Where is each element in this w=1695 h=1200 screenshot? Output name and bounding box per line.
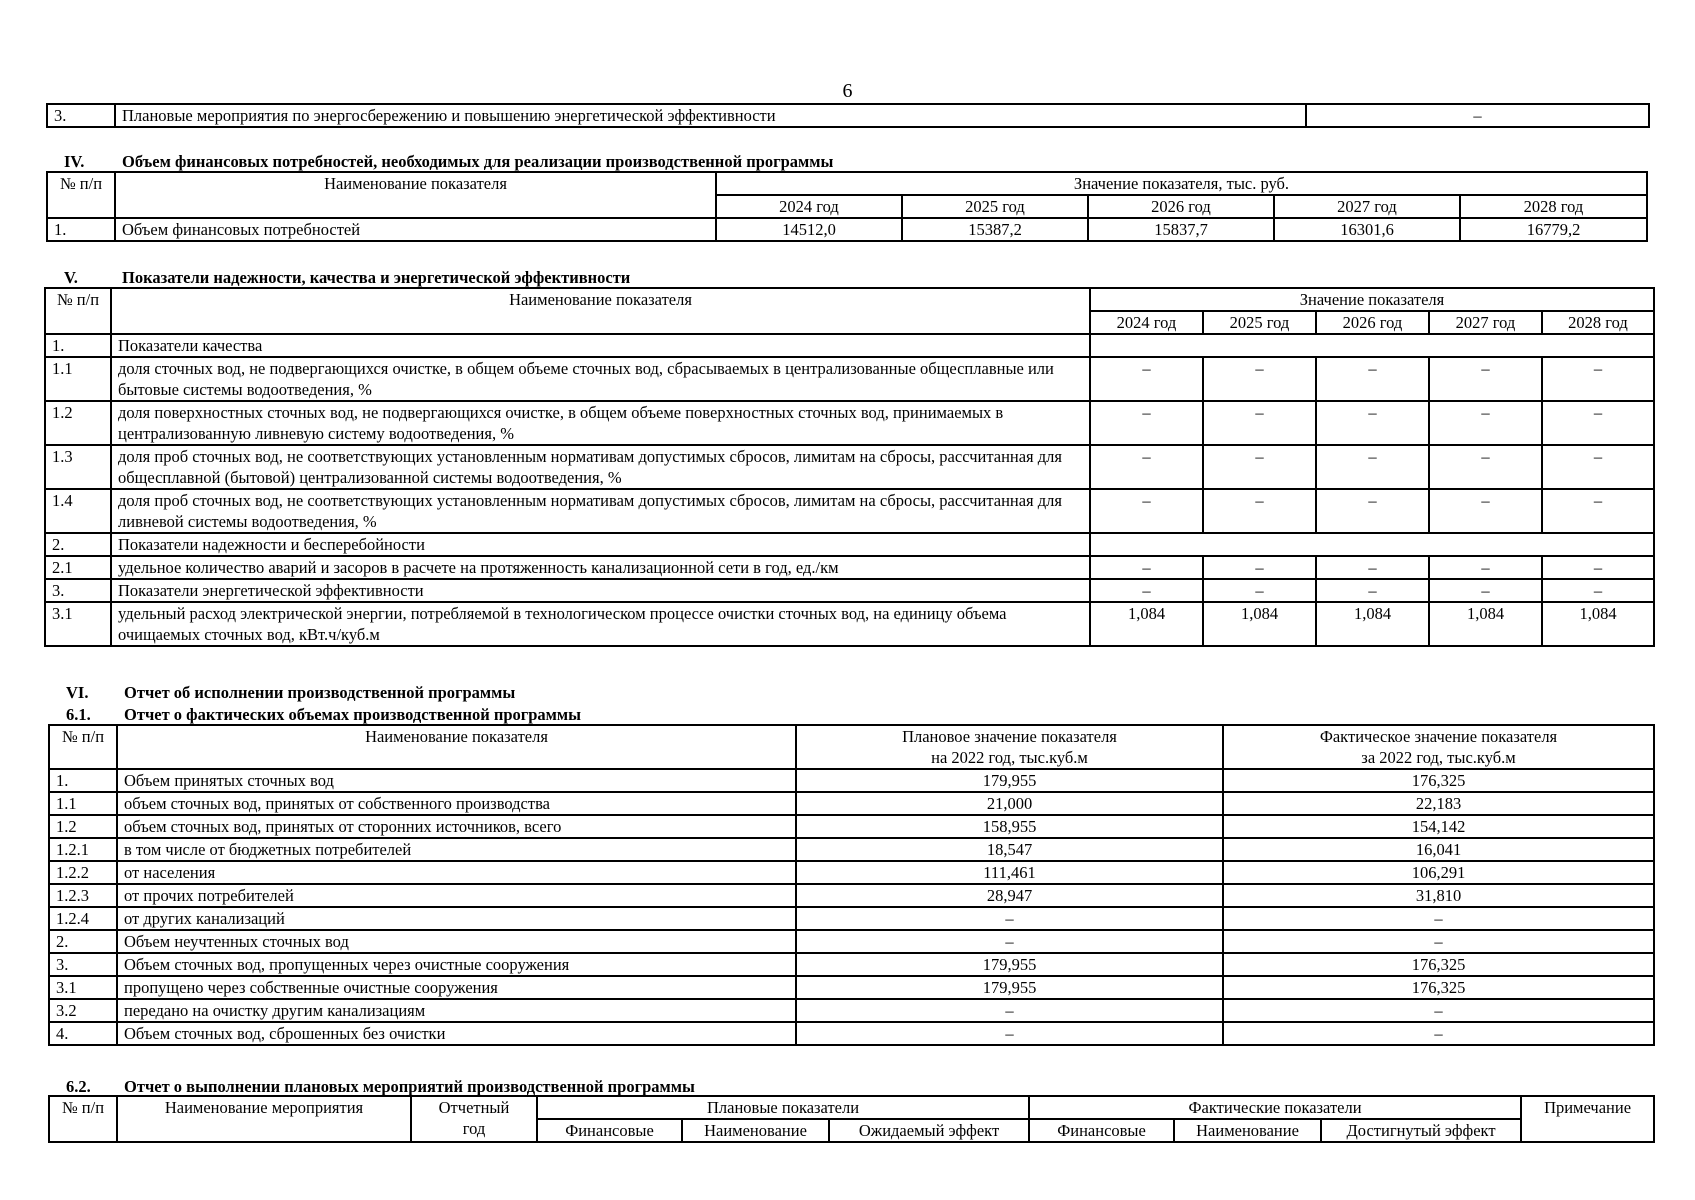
row-name: Объем принятых сточных вод [117,769,796,792]
row-value: – [1203,357,1316,401]
section-5-heading: Показатели надежности, качества и энергетической эффективности [122,268,631,287]
row-value: – [1429,579,1542,602]
table-row [45,489,1654,533]
row-plan: 18,547 [796,838,1223,861]
row-value: – [1429,445,1542,489]
header-group: Значение показателя [1090,288,1654,311]
header-year: 2028 год [1542,311,1654,334]
row-value: – [1306,104,1649,127]
row-num: 1.2 [45,401,111,445]
section-6-1-number: 6.1. [66,705,91,724]
row-name: передано на очистку другим канализациям [117,999,796,1022]
header-period-line1: Отчетный [438,1098,510,1117]
row-value: – [1203,445,1316,489]
row-fact: 22,183 [1223,792,1654,815]
row-value: – [1429,357,1542,401]
header-plan-line1: Плановое значение показателя [902,727,1117,746]
energy-saving-row [46,103,1650,128]
row-num: 1. [47,218,115,241]
row-value: – [1090,489,1203,533]
row-value: 15837,7 [1088,218,1274,241]
row-name: объем сточных вод, принятых от собственного производства [117,792,796,815]
header-fact-group: Фактические показатели [1029,1096,1521,1119]
row-num: 1.2.4 [49,907,117,930]
row-value: – [1090,579,1203,602]
row-value: – [1090,357,1203,401]
row-value: 16779,2 [1460,218,1647,241]
table-row [49,815,1654,838]
header-period [411,1096,537,1142]
row-value: – [1542,445,1654,489]
row-value: – [1316,401,1429,445]
row-num: 1.1 [45,357,111,401]
row-num: 4. [49,1022,117,1045]
table-row [45,357,1654,401]
table-row [49,907,1654,930]
row-value: – [1090,556,1203,579]
table-row [49,884,1654,907]
row-num: 1.4 [45,489,111,533]
row-value: – [1203,556,1316,579]
row-value: – [1090,401,1203,445]
header-num: № п/п [45,288,111,334]
table-row [49,838,1654,861]
row-value: – [1429,401,1542,445]
row-value: – [1542,556,1654,579]
row-plan: – [796,907,1223,930]
row-name: доля проб сточных вод, не соответствующих установленным нормативам допустимых сбросов, лимитам на сбросы, рассчитанная для ливневой системы водоотведения, % [111,489,1090,533]
row-value: 14512,0 [716,218,902,241]
header-plan-group: Плановые показатели [537,1096,1029,1119]
row-name: от других канализаций [117,907,796,930]
row-name: пропущено через собственные очистные сооружения [117,976,796,999]
finance-table [46,171,1648,242]
row-value: – [1429,489,1542,533]
header-note: Примечание [1521,1096,1654,1142]
row-value: – [1316,579,1429,602]
table-row [45,533,1654,556]
header-num: № п/п [47,172,115,218]
row-num: 3. [45,579,111,602]
header-group: Значение показателя, тыс. руб. [716,172,1647,195]
row-plan: 28,947 [796,884,1223,907]
table-row [45,445,1654,489]
row-num: 3. [47,104,115,127]
row-value: 1,084 [1542,602,1654,646]
table-row [49,953,1654,976]
row-fact: – [1223,1022,1654,1045]
row-name: доля поверхностных сточных вод, не подвергающихся очистке, в общем объеме поверхностных сточных вод, принимаемых в централизованную ливневую систему водоотведения, % [111,401,1090,445]
row-num: 2.1 [45,556,111,579]
header-year: 2024 год [1090,311,1203,334]
row-value: – [1316,445,1429,489]
header-fact [1223,725,1654,769]
row-value: 1,084 [1090,602,1203,646]
row-name: в том числе от бюджетных потребителей [117,838,796,861]
header-num: № п/п [49,1096,117,1142]
row-num: 1. [45,334,111,357]
row-value: – [1542,579,1654,602]
header-year: 2025 год [1203,311,1316,334]
row-name: Показатели энергетической эффективности [111,579,1090,602]
row-fact: 154,142 [1223,815,1654,838]
row-value-empty [1090,533,1654,556]
header-name: Наименование показателя [117,725,796,769]
row-value: 16301,6 [1274,218,1460,241]
row-value: – [1542,357,1654,401]
row-fact: 31,810 [1223,884,1654,907]
row-plan: 158,955 [796,815,1223,838]
report-rows [49,769,1654,1045]
table-row [49,1022,1654,1045]
header-plan-col: Наименование [682,1119,829,1142]
header-activity: Наименование мероприятия [117,1096,411,1142]
row-num: 1.1 [49,792,117,815]
header-year: 2024 год [716,195,902,218]
table-row [49,930,1654,953]
section-6-title [66,683,515,703]
row-plan: 179,955 [796,769,1223,792]
row-num: 1.2.2 [49,861,117,884]
header-year: 2026 год [1316,311,1429,334]
section-6-heading: Отчет об исполнении производственной программы [124,683,516,702]
section-4-heading: Объем финансовых потребностей, необходимых для реализации производственной программы [122,152,834,171]
table-row [49,999,1654,1022]
row-plan: 111,461 [796,861,1223,884]
row-fact: – [1223,907,1654,930]
row-fact: 16,041 [1223,838,1654,861]
header-plan-col: Ожидаемый эффект [829,1119,1029,1142]
row-value: – [1203,579,1316,602]
header-year: 2025 год [902,195,1088,218]
row-num: 3.1 [49,976,117,999]
row-name: от населения [117,861,796,884]
row-fact: – [1223,999,1654,1022]
section-6-2-heading: Отчет о выполнении плановых мероприятий производственной программы [124,1077,695,1096]
row-fact: 106,291 [1223,861,1654,884]
row-name: удельный расход электрической энергии, потребляемой в технологическом процессе очистки сточных вод, на единицу объема очищаемых сточных вод, кВт.ч/куб.м [111,602,1090,646]
row-num: 3.2 [49,999,117,1022]
row-value: – [1316,556,1429,579]
row-plan: 21,000 [796,792,1223,815]
row-name: Показатели надежности и бесперебойности [111,533,1090,556]
row-fact: 176,325 [1223,769,1654,792]
row-num: 1.2.1 [49,838,117,861]
row-num: 2. [45,533,111,556]
row-value: – [1203,489,1316,533]
header-plan-line2: на 2022 год, тыс.куб.м [931,748,1088,767]
row-num: 3.1 [45,602,111,646]
table-row [45,602,1654,646]
row-fact: 176,325 [1223,953,1654,976]
header-year: 2028 год [1460,195,1647,218]
table-row [45,556,1654,579]
table-row [45,334,1654,357]
row-value-empty [1090,334,1654,357]
table-row [49,861,1654,884]
header-fact-col: Финансовые [1029,1119,1174,1142]
row-fact: 176,325 [1223,976,1654,999]
table-row [49,792,1654,815]
row-value: – [1542,489,1654,533]
report-table [48,724,1655,1046]
header-year: 2027 год [1429,311,1542,334]
section-5-number: V. [64,268,78,287]
header-num: № п/п [49,725,117,769]
row-value: – [1090,445,1203,489]
section-6-1-title [66,705,581,725]
section-6-number: VI. [66,683,89,702]
row-value: 1,084 [1316,602,1429,646]
row-plan: – [796,930,1223,953]
row-name: Объем сточных вод, сброшенных без очистки [117,1022,796,1045]
row-num: 2. [49,930,117,953]
section-6-2-title [66,1077,695,1097]
row-num: 1.2 [49,815,117,838]
row-num: 1.3 [45,445,111,489]
row-num: 3. [49,953,117,976]
section-5-title [64,268,630,288]
row-name: доля сточных вод, не подвергающихся очистке, в общем объеме сточных вод, сбрасываемых в централизованные общесплавные или бытовые системы водоотведения, % [111,357,1090,401]
header-year: 2026 год [1088,195,1274,218]
row-name: доля проб сточных вод, не соответствующих установленным нормативам допустимых сбросов, лимитам на сбросы, рассчитанная для общесплавной (бытовой) централизованной системы водоотведения, % [111,445,1090,489]
activities-table [48,1095,1655,1143]
row-name: Плановые мероприятия по энергосбережению и повышению энергетической эффективности [115,104,1306,127]
row-plan: – [796,999,1223,1022]
row-name: Объем финансовых потребностей [115,218,716,241]
row-num: 1.2.3 [49,884,117,907]
header-plan [796,725,1223,769]
row-fact: – [1223,930,1654,953]
header-period-line2: год [462,1119,486,1138]
row-value: 1,084 [1429,602,1542,646]
row-plan: – [796,1022,1223,1045]
table-row [45,579,1654,602]
table-row [45,401,1654,445]
row-value: – [1542,401,1654,445]
row-value: – [1316,489,1429,533]
row-plan: 179,955 [796,953,1223,976]
section-4-number: IV. [64,152,85,171]
row-name: Объем сточных вод, пропущенных через очистные сооружения [117,953,796,976]
header-plan-col: Финансовые [537,1119,682,1142]
header-fact-line2: за 2022 год, тыс.куб.м [1361,748,1516,767]
row-num: 1. [49,769,117,792]
row-value: – [1429,556,1542,579]
header-name: Наименование показателя [111,288,1090,334]
row-name: Показатели качества [111,334,1090,357]
quality-table [44,287,1655,647]
table-row [49,976,1654,999]
section-4-title [64,152,833,172]
page-number: 6 [842,80,853,102]
row-value: 15387,2 [902,218,1088,241]
row-name: от прочих потребителей [117,884,796,907]
row-name: удельное количество аварий и засоров в расчете на протяженность канализационной сети в год, ед./км [111,556,1090,579]
header-year: 2027 год [1274,195,1460,218]
header-fact-line1: Фактическое значение показателя [1319,727,1558,746]
header-fact-col: Достигнутый эффект [1321,1119,1521,1142]
header-name: Наименование показателя [115,172,716,218]
row-value: – [1203,401,1316,445]
table-row [49,769,1654,792]
row-value: 1,084 [1203,602,1316,646]
row-value: – [1316,357,1429,401]
row-name: объем сточных вод, принятых от сторонних источников, всего [117,815,796,838]
header-fact-col: Наименование [1174,1119,1321,1142]
section-6-1-heading: Отчет о фактических объемах производственной программы [124,705,582,724]
row-plan: 179,955 [796,976,1223,999]
row-name: Объем неучтенных сточных вод [117,930,796,953]
section-6-2-number: 6.2. [66,1077,91,1096]
